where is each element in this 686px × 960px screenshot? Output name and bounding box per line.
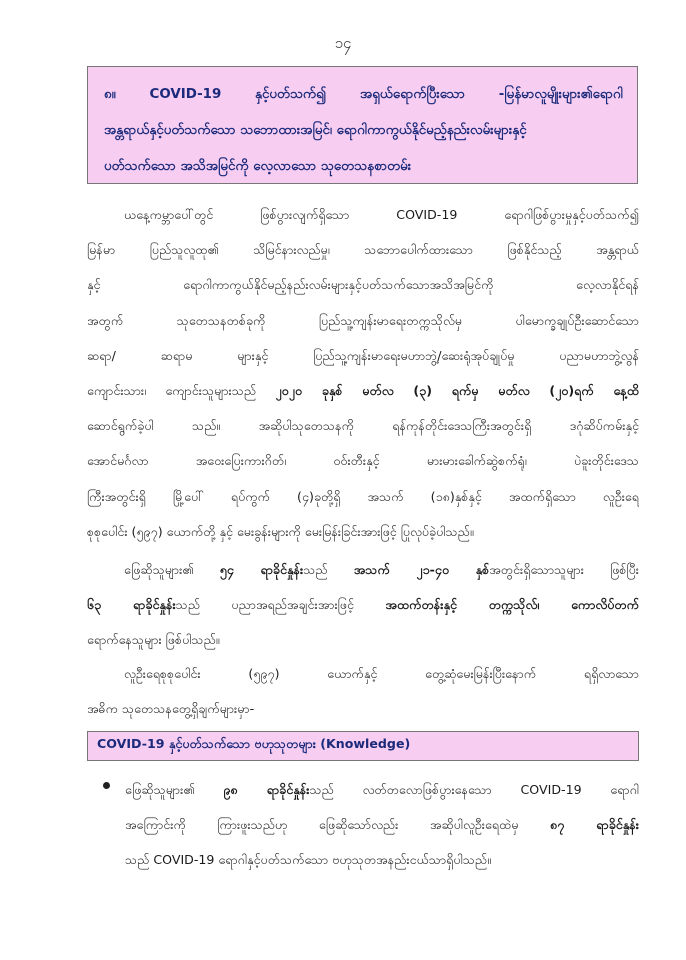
demographics-paragraph [87,552,639,658]
education-level: အထက်တန်းနှင့် တက္ကသိုလ်၊ ကောလိပ်တက် [385,597,639,613]
percent-heard: ၉၈ ရာခိုင်နှုန်း [223,782,310,797]
section-heading-knowledge: COVID-19 နှင့်ပတ်သက်သော ဗဟုသုတများ (Knowledge) [87,731,639,761]
title-part-a: COVID-19 နှင့်ပတ်သက်၍ [149,87,327,102]
bullet-icon [103,782,110,789]
text-line [87,587,639,622]
text-line: လူဦးရေစုစုပေါင်း (၅၉၇) ယောက်နှင့် တွေ့ဆုံမေးမြန်းပြီးနောက် ရရှိလာသော [124,666,639,681]
title-line-1 [104,77,623,113]
text-line: အောင်မင်္ဂလာ အဝေးပြေးကားဂိတ်၊ ဝဝ်းတီးနှင့် မားမားခေါက်ဆွဲစက်ရုံ၊ ပဲခူးတိုင်းဒေသ [87,453,639,469]
title-line-2: အန္တရာယ်နှင့်ပတ်သက်သော သဘောထားအမြင်၊ ရောဂါကာကွယ်နိုင်မည့်နည်းလမ်းများနှင့် [104,123,527,138]
text-line [87,552,639,587]
title-line-3: ပတ်သက်သော အသိအမြင်ကို လေ့လာသော သုတေသနစာတမ်း [104,159,412,174]
findings-intro-paragraph [87,656,639,726]
text-line: ကြီးအတွင်းရှိ မြို့ပေါ် ရပ်ကွက် (၄)ခုတို့ရှိ အသက် (၁၈)နှစ်နှင့် အထက်ရှိသော လူဦးရေ [87,488,639,504]
text-run: ကျောင်းသား၊ ကျောင်းသူများသည် [87,382,257,398]
text-line: ဆရာ/ ဆရာမ များနှင့် ပြည်သူ့ကျန်းမာရေးမဟာဘွဲ့/ဆေးရုံအုပ်ချုပ်မှု ပညာမဟာဘွဲ့လွန် [87,347,639,363]
text-run: ဖြေဆိုသူများ၏ [124,562,194,577]
text-line: မြန်မာ ပြည်သူလူထု၏ သိမြင်နားလည်မှု၊ သဘောပေါက်ထားသော ဖြစ်နိုင်သည့် အန္တရာယ် [87,242,639,258]
text-run: သည် ပညာအရည်အချင်းအားဖြင့် [175,597,354,613]
text-line: အဓိက သုတေသနတွေ့ရှိချက်များမှာ- [87,701,255,717]
text-line: နှင့် ရောဂါကာကွယ်နိုင်မည့်နည်းလမ်းများနှင့်ပတ်သက်သောအသိအမြင်ကို လေ့လာနိုင်ရန် [87,277,639,293]
title-number: ၈။ [104,87,116,102]
title-box [87,66,638,184]
title-part-c: -မြန်မာလူမျိုးများ၏ရောဂါ [498,87,623,102]
text-run: အကြောင်းကို ကြားဖူးသည်ဟု ဖြေဆိုသော်လည်း အဆိုပါလူဦးရေထဲမှ [125,817,519,833]
text-line: ယနေ့ကမ္ဘာပေါ်တွင် ဖြစ်ပွားလျက်ရှိသော COVID-19 ရောဂါဖြစ်ပွားမှုနှင့်ပတ်သက်၍ [124,207,639,222]
percent-age: ၅၄ ရာခိုင်နှုန်း [219,562,304,577]
bullet-text [125,772,639,878]
text-line [125,772,639,807]
age-range: အသက် ၂၁-၄၀ နှစ် [353,562,490,577]
percent-education: ၆၃ ရာခိုင်နှုန်း [87,597,176,613]
text-line: စုစုပေါင်း (၅၉၇) ယောက်တို့ နှင့် မေးခွန်းများကို မေးမြန်းခြင်းအားဖြင့် ပြုလုပ်ခဲ့ပါသည်။ [87,523,474,539]
title-part-b: အရှယ်ရောက်ပြီးသော [359,87,465,102]
text-line: ဆောင်ရွက်ခဲ့ပါ သည်။ အဆိုပါသုတေသနကို ရန်ကုန်တိုင်းဒေသကြီးအတွင်းရှိ ဒဂုံဆိပ်ကမ်းနှင့် [87,418,639,434]
date-range: ၂၀၂၀ ခုနှစ် မတ်လ (၃) ရက်မှ မတ်လ (၂၀)ရက် နေ့ထိ [275,382,639,398]
text-line: သည် COVID-19 ရောဂါနှင့်ပတ်သက်သော ဗဟုသုတအနည်းငယ်သာရှိပါသည်။ [125,852,491,868]
text-line [125,807,639,842]
text-line: အတွက် သုတေသနတစ်ခုကို ပြည်သူ့ကျန်းမာရေးတက္ကသိုလ်မှ ပါမောက္ခချုပ်ဦးဆောင်သော [87,312,639,328]
text-line [87,373,639,408]
percent-little-knowledge: ၈၇ ရာခိုင်နှုန်း [550,817,639,833]
text-run: သည် [303,562,328,577]
text-run: အတွင်းရှိသောသူများ ဖြစ်ပြီး [489,562,639,577]
text-line: ရောက်နေသူများ ဖြစ်ပါသည်။ [87,632,220,648]
text-run: သည် လတ်တလောဖြစ်ပွားနေသော COVID-19 ရောဂါ [309,782,639,797]
text-run: ဖြေဆိုသူများ၏ [125,782,195,797]
page-number: ၁၄ [334,34,352,52]
intro-paragraph [87,197,639,549]
